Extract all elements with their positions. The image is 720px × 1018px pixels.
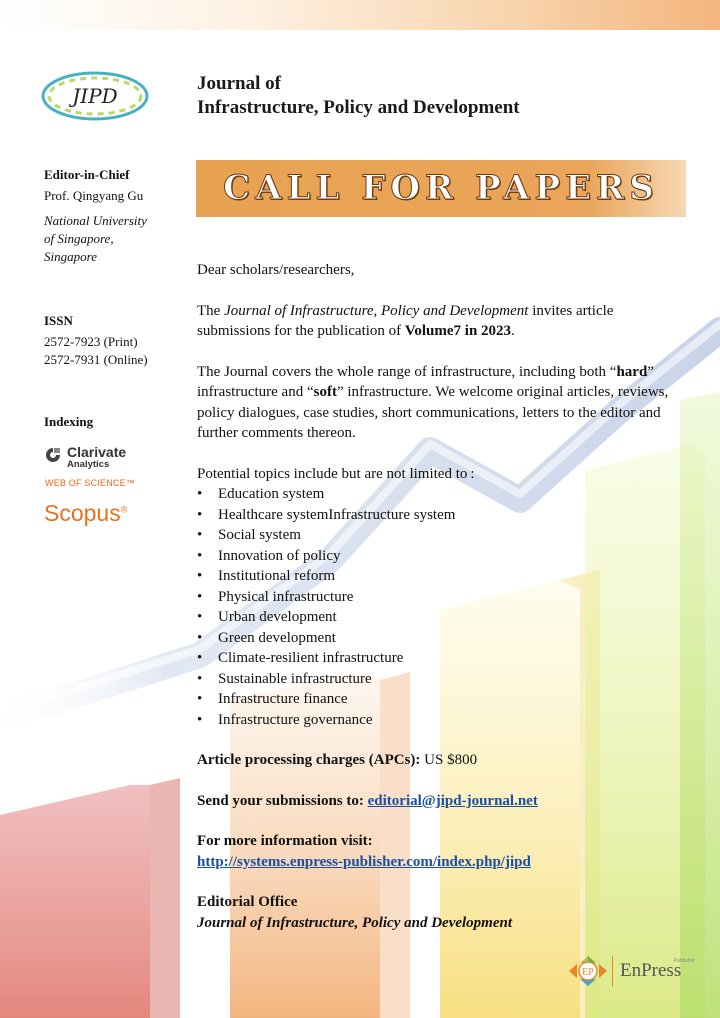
info-line (197, 852, 687, 873)
scope-hard: hard (616, 363, 648, 380)
scopus-logo: Scopus® (44, 500, 128, 526)
intro-paragraph: The Journal of Infrastructure, Policy and Development invites article submissions for the publication of Volume7 in 2023. (197, 302, 614, 339)
submission-label: Send your submissions to: (197, 792, 368, 809)
topics-intro: Potential topics include but are not limited to : (197, 465, 475, 482)
submission-line (197, 791, 687, 812)
web-of-science-logo: WEB OF SCIENCE™ (45, 478, 136, 488)
office-journal: Journal of Infrastructure, Policy and Development (197, 914, 513, 931)
list-item: • Urban development (197, 609, 337, 625)
journal-title-line1: Journal of (197, 73, 281, 94)
list-item: • Innovation of policy (197, 547, 341, 564)
affiliation-line2: of Singapore, (44, 231, 114, 246)
info-url-link[interactable]: http://systems.enpress-publisher.com/index.php/jipd (197, 853, 531, 870)
submission-email-link[interactable]: editorial@jipd-journal.net (367, 792, 538, 809)
list-item: • Healthcare systemInfrastructure system (197, 506, 456, 523)
intro-journal-name: Journal of Infrastructure, Policy and Development (224, 302, 529, 319)
list-item: • Education system (197, 486, 325, 502)
enpress-publisher-logo (566, 954, 696, 988)
scopus-text: Scopus (44, 500, 121, 526)
apc-line (197, 750, 687, 771)
issn-online: 2572-7931 (Online) (44, 352, 148, 367)
indexing-heading: Indexing (44, 414, 94, 429)
sidebar-info (44, 166, 184, 431)
issn-print: 2572-7923 (Print) (44, 334, 138, 349)
apc-label: Article processing charges (APCs): (197, 752, 421, 768)
topics-list (197, 484, 687, 730)
publisher-tag: Publisher (674, 958, 695, 964)
affiliation-line1: National University (44, 213, 147, 228)
scope-paragraph: The Journal covers the whole range of infrastructure, including both “hard” infrastructure and “soft” infrastructure. We welcome original articles, reviews, policy dialogues, case studies, short communications, letters to the editor and further comments thereon. (197, 363, 669, 441)
editor-heading: Editor-in-Chief (44, 167, 130, 182)
banner-title: CALL FOR PAPERS (223, 168, 659, 208)
list-item: • Social system (197, 527, 301, 543)
list-item: • Infrastructure governance (197, 711, 373, 728)
svg-text:EP: EP (582, 967, 594, 978)
clarivate-logo (45, 445, 165, 473)
list-item: • Sustainable infrastructure (197, 670, 372, 687)
issn-heading: ISSN (44, 313, 73, 328)
apc-value: US $800 (420, 752, 478, 768)
affiliation-line3: Singapore (44, 249, 97, 264)
journal-logo (40, 70, 150, 122)
list-item: • Infrastructure finance (197, 691, 348, 707)
clarivate-mark-icon (45, 447, 61, 463)
logo-text: JIPD (72, 84, 118, 108)
list-item: • Climate-resilient infrastructure (197, 650, 404, 666)
journal-title (197, 72, 520, 120)
list-item: • Physical infrastructure (197, 588, 354, 605)
journal-title-line2: Infrastructure, Policy and Development (197, 97, 520, 118)
intro-volume: Volume7 in 2023 (404, 323, 512, 339)
clarivate-sub: Analytics (67, 459, 110, 470)
publisher-name: EnPress (620, 960, 682, 981)
scope-soft: soft (313, 384, 337, 400)
greeting: Dear scholars/researchers, (197, 262, 355, 278)
info-label: For more information visit: (197, 833, 373, 849)
list-item: • Green development (197, 629, 336, 646)
enpress-mark-icon (566, 954, 610, 988)
editor-name: Prof. Qingyang Gu (44, 188, 144, 203)
main-content (197, 260, 687, 933)
office-label: Editorial Office (197, 894, 298, 910)
call-for-papers-banner (196, 160, 686, 217)
clarivate-name: Clarivate (67, 444, 127, 460)
list-item: • Institutional reform (197, 568, 336, 584)
